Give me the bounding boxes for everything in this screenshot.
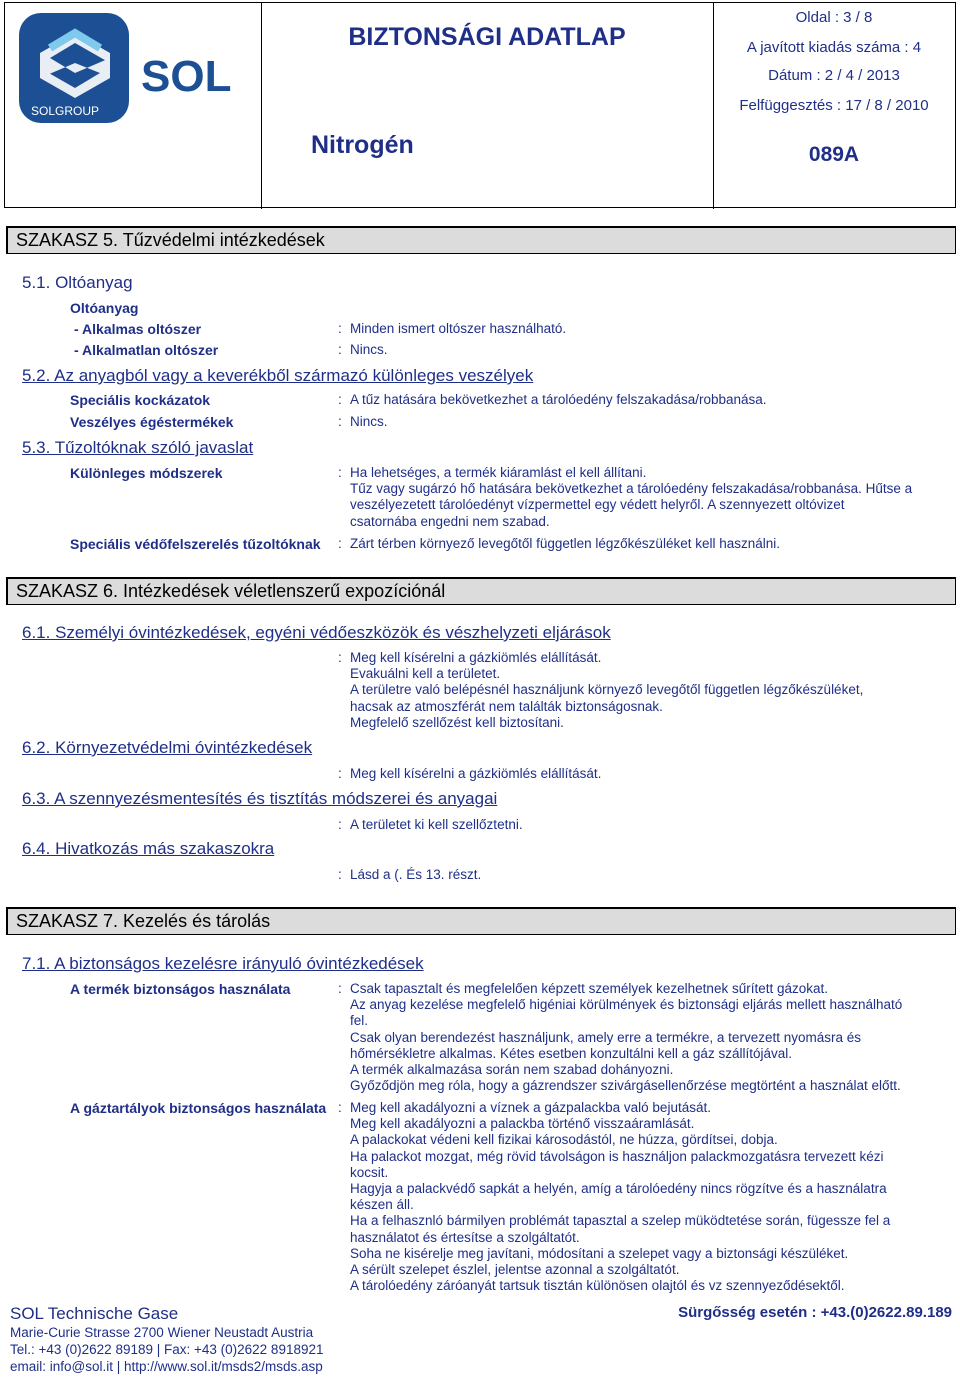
text-line: Hagyja a palackvédő sapkát a helyén, amíg a tárolóedény nincs rögzítve és a használatra [350, 1181, 887, 1197]
section-5-title: SZAKASZ 5. Tűzvédelmi intézkedések [6, 226, 956, 254]
hazardous-combustion-label: Veszélyes égéstermékek [70, 414, 234, 430]
special-methods-value [350, 465, 950, 530]
text-line: fel. [350, 1013, 369, 1029]
text-line: használatot és értesítse a szolgáltatót. [350, 1229, 580, 1245]
colon: : [338, 766, 342, 781]
text-line: veszélyezetett tárolóedényt vízpermettel egy védett helyről. A szennyezett oltóvizet [350, 497, 845, 513]
logo-area [5, 3, 262, 209]
cleanup-methods-value: A területet ki kell szellőztetni. [350, 817, 523, 832]
subsection-6-4: 6.4. Hivatkozás más szakaszokra [22, 839, 275, 858]
subsection-6-3: 6.3. A szennyezésmentesítés és tisztítás módszerei és anyagai [22, 789, 498, 808]
text-line: Ha palackot mozgat, még rövid távolságon is használjon palackmozgatásra tervezett kézi [350, 1148, 884, 1164]
text-line: készen áll. [350, 1197, 414, 1213]
colon: : [338, 650, 342, 665]
text-line: Ha a felhasznló bármilyen problémát tapasztal a szelep müködtetése során, fügesszе fel a [350, 1213, 891, 1229]
colon: : [338, 1100, 342, 1115]
subsection-7-1: 7.1. A biztonságos kezelésre irányuló óvintézkedések [22, 954, 424, 973]
text-line: A palackokat védeni kell fizikai károsodástól, ne húzza, gördítsei, dobja. [350, 1132, 778, 1148]
text-line: hacsak az atmoszférát nem találták biztonságosnak. [350, 698, 663, 714]
issue-date: Dátum : 2 / 4 / 2013 [768, 67, 900, 84]
environmental-precautions-value: Meg kell kísérelni a gázkiömlés elállítását. [350, 766, 602, 781]
svg-text:SOL: SOL [141, 52, 232, 101]
footer-email: email: info@sol.it | http://www.sol.it/msds2/msds.asp [10, 1359, 323, 1374]
colon: : [338, 342, 342, 357]
colon: : [338, 392, 342, 407]
unsuitable-extinguisher-label: - Alkalmatlan oltószer [74, 342, 219, 358]
subsection-6-1: 6.1. Személyi óvintézkedések, egyéni védőeszközök és vészhelyzeti eljárások [22, 623, 611, 642]
text-line: Megfelelő szellőzést kell biztosítani. [350, 714, 564, 730]
colon: : [338, 817, 342, 832]
suitable-extinguisher-value: Minden ismert oltószer használható. [350, 321, 567, 336]
colon: : [338, 414, 342, 429]
colon: : [338, 465, 342, 480]
text-line: hőmérsékletre alkalmas. Kétes esetben konzultálni kell a gáz szállítójával. [350, 1045, 792, 1061]
section-6-title: SZAKASZ 6. Intézkedések véletlenszerű expozíciónál [6, 577, 956, 605]
safe-product-use-label: A termék biztonságos használata [70, 981, 291, 997]
personal-precautions-value [350, 650, 950, 731]
meta-area [713, 3, 955, 209]
footer-address: Marie-Curie Strasse 2700 Wiener Neustadt Austria [10, 1325, 314, 1340]
supersedes-date: Felfüggesztés : 17 / 8 / 2010 [739, 97, 929, 114]
colon: : [338, 536, 342, 551]
oltoanyag-label: Oltóanyag [70, 300, 139, 316]
unsuitable-extinguisher-value: Nincs. [350, 342, 388, 357]
document-title: BIZTONSÁGI ADATLAP [348, 23, 626, 51]
text-line: Az anyag kezelése megfelelő higéniai körülmények és biztonsági eljárás mellett használható [350, 997, 903, 1013]
sol-logo-icon [5, 3, 261, 209]
header-box [4, 2, 956, 208]
text-line: Tűz vagy sugárzó hő hatására bekövetkezhet a tárolóedény felszakadása/robbanása. Hűtse a [350, 481, 913, 497]
footer-company: SOL Technische Gase [10, 1304, 179, 1323]
text-line: Meg kell akadályozni a víznek a gázpalackba való bejutását. [350, 1100, 711, 1115]
hazardous-combustion-value: Nincs. [350, 414, 388, 429]
text-line: csatornába engedni nem szabad. [350, 513, 550, 529]
special-hazards-value: A tűz hatására bekövetkezhet a tárolóedény felszakadása/robbanása. [350, 392, 767, 407]
colon: : [338, 867, 342, 882]
subsection-6-2: 6.2. Környezetvédelmi óvintézkedések [22, 738, 313, 757]
footer-emergency: Sürgősség esetén : +43.(0)2622.89.189 [678, 1304, 952, 1321]
text-line: Csak olyan berendezést használjunk, amely erre a termékre, a tervezett nyomásra és [350, 1029, 861, 1045]
text-line: kocsit. [350, 1164, 389, 1180]
protective-equipment-label: Speciális védőfelszerelés tűzoltóknak [70, 536, 321, 552]
text-line: A tárolóedény záróanyát tartsuk tisztán különösen olajtól és vz szennyeződésektől. [350, 1278, 845, 1294]
safe-product-use-value [350, 981, 950, 1094]
text-line: Meg kell akadályozni a palackba történő visszaáramlását. [350, 1116, 695, 1132]
colon: : [338, 321, 342, 336]
safe-container-use-value [350, 1100, 950, 1294]
revision-number: A javított kiadás száma : 4 [746, 39, 922, 56]
suitable-extinguisher-label: - Alkalmas oltószer [74, 321, 202, 337]
subsection-5-2: 5.2. Az anyagból vagy a keverékből származó különleges veszélyek [22, 366, 534, 385]
reference-value: Lásd a (. És 13. részt. [350, 867, 482, 882]
section-7-title: SZAKASZ 7. Kezelés és tárolás [6, 907, 956, 935]
title-area [261, 3, 714, 209]
product-name: Nitrogén [311, 131, 414, 159]
svg-text:SOLGROUP: SOLGROUP [31, 104, 100, 118]
special-hazards-label: Speciális kockázatok [70, 392, 211, 408]
safe-container-use-label: A gáztartályok biztonságos használata [70, 1100, 327, 1116]
text-line: A termék alkalmazása során nem szabad dohányozni. [350, 1062, 674, 1078]
product-code: 089A [808, 143, 860, 166]
text-line: A területre való belépésnél használjunk környező levegőtől független légzőkészüléket, [350, 682, 864, 698]
text-line: A sérült szelepet észlel, jelentse azonnal a szolgáltatót. [350, 1262, 680, 1278]
subsection-5-3: 5.3. Tűzoltóknak szóló javaslat [22, 438, 254, 457]
page-number: Oldal : 3 / 8 [795, 9, 873, 26]
text-line: Ha lehetséges, a termék kiáramlást el kell állítani. [350, 465, 647, 480]
protective-equipment-value: Zárt térben környező levegőtől független légzőkészüléket kell használni. [350, 536, 781, 551]
subsection-5-1: 5.1. Oltóanyag [22, 273, 133, 292]
text-line: Meg kell kísérelni a gázkiömlés elállítását. [350, 650, 602, 665]
footer-phone: Tel.: +43 (0)2622 89189 | Fax: +43 (0)2622 8918921 [10, 1342, 324, 1357]
text-line: Evakuálni kell a területet. [350, 666, 501, 682]
text-line: Csak tapasztalt és megfelelően képzett személyek kezelhetnek sűrített gázokat. [350, 981, 828, 996]
text-line: Győződjön meg róla, hogy a gázrendszer szivárgásellenőrzése megtörtént a használat előtt. [350, 1078, 901, 1094]
text-line: Soha ne kisérelje meg javítani, módosítani a szelepet vagy a biztonsági készüléket. [350, 1245, 849, 1261]
special-methods-label: Különleges módszerek [70, 465, 223, 481]
colon: : [338, 981, 342, 996]
